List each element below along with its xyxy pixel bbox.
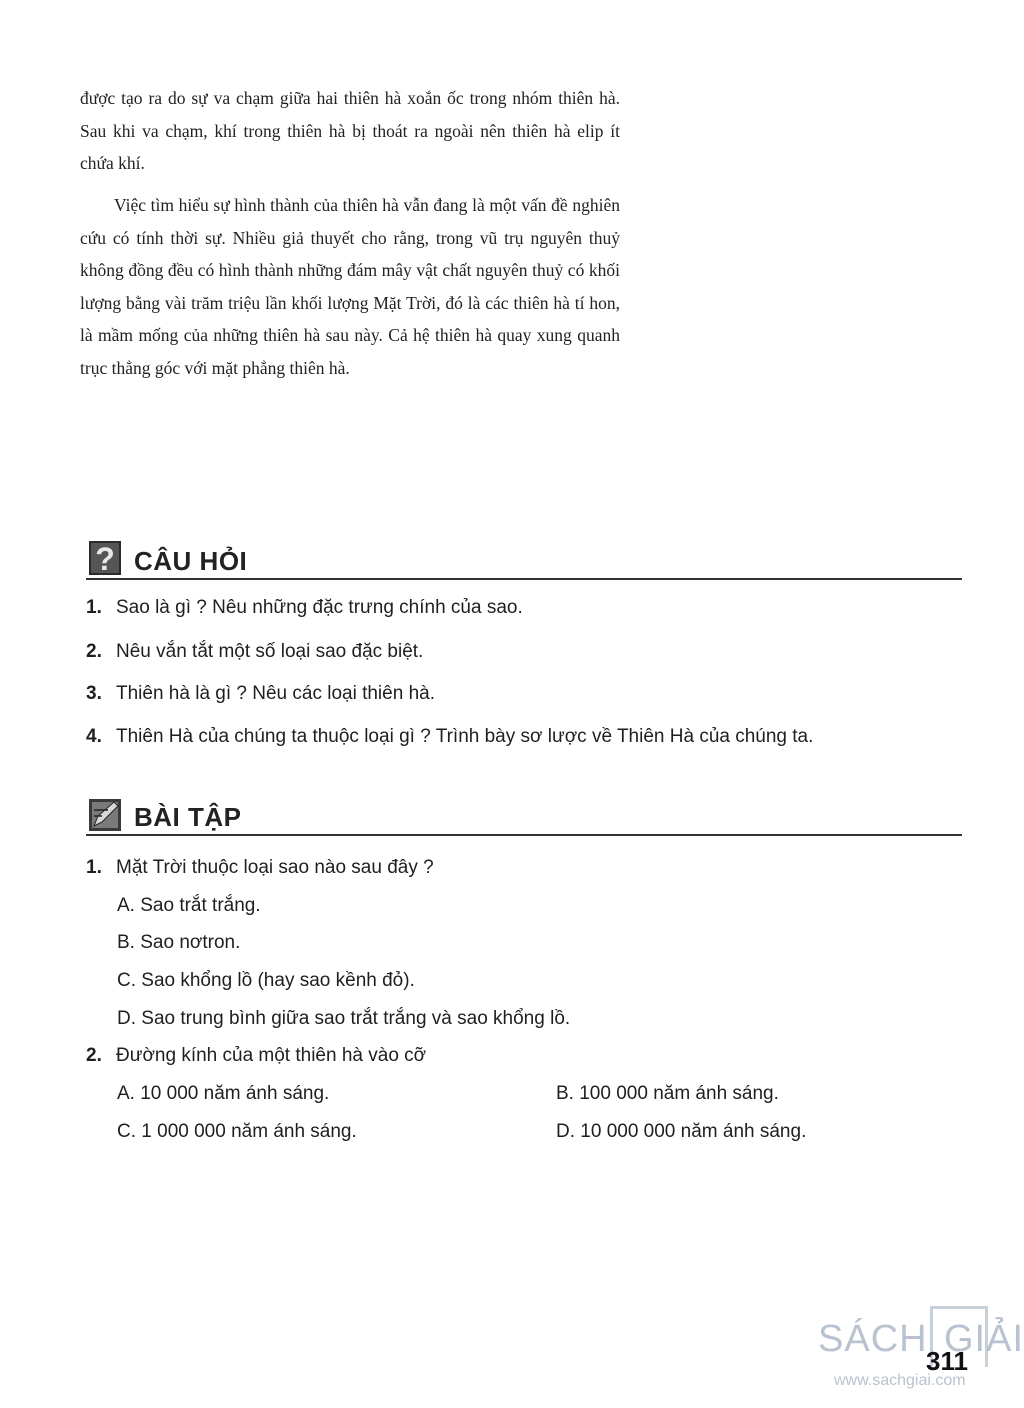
question-number: 2. (86, 641, 102, 662)
watermark-url: www.sachgiai.com (834, 1372, 966, 1389)
question-item (86, 683, 435, 705)
paragraph-text: Việc tìm hiểu sự hình thành của thiên hà vẫn đang là một vấn đề nghiên cứu có tính thời sự. Nhiều giả thuyết cho rằng, trong vũ trụ nguyên thuỷ không đồng đều có hình thành những đám mây vật chất nguyên thuỷ có khối lượng bằng vài trăm triệu lần khối lượng Mặt Trời, đó là các thiên hà tí hon, là mầm mống của những thiên hà sau này. Cả hệ thiên hà quay xung quanh trục thẳng góc với mặt phẳng thiên hà. (80, 195, 620, 378)
question-text: Thiên hà là gì ? Nêu các loại thiên hà. (116, 683, 435, 704)
question-item (86, 726, 813, 748)
answer-option: D. 10 000 000 năm ánh sáng. (556, 1121, 807, 1142)
svg-text:?: ? (95, 541, 115, 576)
question-text: Sao là gì ? Nêu những đặc trưng chính của sao. (116, 597, 523, 618)
question-text: Nêu vắn tắt một số loại sao đặc biệt. (116, 641, 424, 662)
question-item (86, 597, 523, 619)
answer-option: D. Sao trung bình giữa sao trắt trắng và sao khổng lồ. (117, 1008, 571, 1029)
answer-option: A. Sao trắt trắng. (117, 895, 261, 916)
exercise-number: 1. (86, 857, 102, 878)
watermark-text-right: GIẢI (944, 1318, 1024, 1360)
answer-option: A. 10 000 năm ánh sáng. (117, 1083, 330, 1104)
exercise-item (86, 1045, 426, 1067)
answer-option: B. Sao nơtron. (117, 932, 241, 953)
paragraph-galaxy-formation (80, 189, 620, 384)
section-title: CÂU HỎI (134, 546, 248, 576)
question-number: 4. (86, 726, 102, 747)
page-number: 311 (926, 1346, 968, 1376)
answer-option: C. 1 000 000 năm ánh sáng. (117, 1121, 357, 1142)
paragraph-text: được tạo ra do sự va chạm giữa hai thiên hà xoắn ốc trong nhóm thiên hà. Sau khi va chạm, khí trong thiên hà bị thoát ra ngoài nên thiên hà elip ít chứa khí. (80, 88, 620, 173)
section-header-questions (86, 534, 962, 580)
question-number: 1. (86, 597, 102, 618)
watermark-text-left: SÁCH (818, 1318, 928, 1360)
section-header-exercises (86, 790, 962, 836)
exercise-item (86, 857, 434, 879)
watermark (818, 1318, 1024, 1408)
question-number: 3. (86, 683, 102, 704)
exercise-text: Mặt Trời thuộc loại sao nào sau đây ? (116, 857, 434, 878)
section-title: BÀI TẬP (134, 802, 242, 832)
question-icon (88, 540, 122, 576)
question-text: Thiên Hà của chúng ta thuộc loại gì ? Trình bày sơ lược về Thiên Hà của chúng ta. (116, 726, 814, 747)
pencil-icon (88, 796, 122, 832)
answer-option: C. Sao khổng lồ (hay sao kềnh đỏ). (117, 970, 415, 991)
question-item (86, 641, 423, 663)
exercise-number: 2. (86, 1045, 102, 1066)
paragraph-continuation (80, 82, 620, 180)
answer-option: B. 100 000 năm ánh sáng. (556, 1083, 779, 1104)
exercise-text: Đường kính của một thiên hà vào cỡ (116, 1045, 427, 1066)
